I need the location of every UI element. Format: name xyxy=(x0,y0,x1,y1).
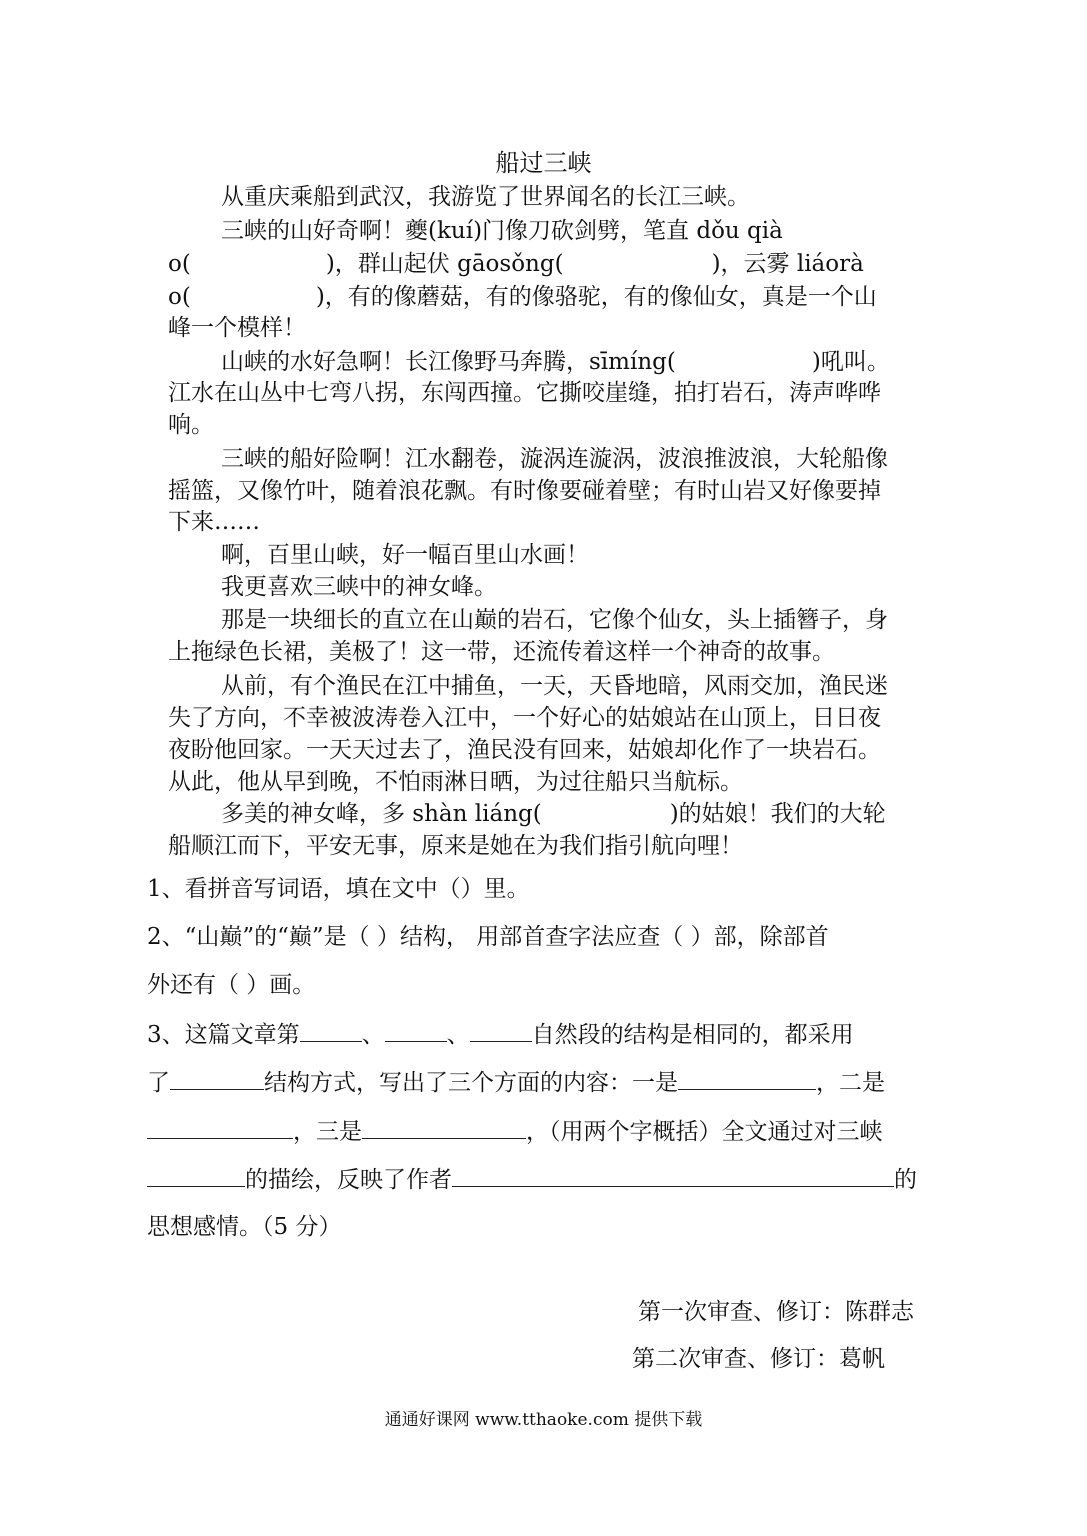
paragraph-4-line-3: 下来…… xyxy=(168,509,260,535)
page-title: 船过三峡 xyxy=(495,149,592,177)
paragraph-2-line-4: 峰一个模样！ xyxy=(168,315,306,341)
paragraph-8-line-4: 从此，他从早到晚，不怕雨淋日晒，为过往船只当航标。 xyxy=(168,769,743,795)
paragraph-8-line-1: 从前，有个渔民在江中捕鱼，一天，天昏地暗，风雨交加，渔民迷 xyxy=(221,673,888,699)
text-segment: )吼叫。 xyxy=(811,349,890,375)
paragraph-2-line-2 xyxy=(168,249,864,279)
question-3-line-4 xyxy=(147,1164,917,1195)
first-review-signature: 第一次审查、修订：陈群志 xyxy=(638,1299,914,1325)
paragraph-8-line-2: 失了方向，不幸被波涛卷入江中，一个好心的姑娘站在山顶上，日日夜 xyxy=(168,705,881,731)
text-segment: o( xyxy=(168,251,191,277)
text-segment: 3、这篇文章第 xyxy=(147,1022,300,1048)
paragraph-8-line-3: 夜盼他回家。一天天过去了，渔民没有回来，姑娘却化作了一块岩石。 xyxy=(168,737,881,763)
answer-underline[interactable] xyxy=(470,1019,532,1042)
question-2-line-2: 外还有（ ）画。 xyxy=(147,972,316,998)
text-segment: ，（用两个字概括）全文通过对三峡 xyxy=(526,1119,883,1145)
paragraph-9-line-2: 船顺江而下，平安无事，原来是她在为我们指引航向哩！ xyxy=(168,833,743,859)
text-segment: 多美的神女峰，多 shàn liáng( xyxy=(221,801,542,827)
paragraph-5: 啊，百里山峡，好一幅百里山水画！ xyxy=(221,542,589,568)
question-2-line-1: 2、“山巅”的“巅”是（ ）结构， 用部首查字法应查（ ）部，除部首 xyxy=(147,924,829,950)
answer-underline[interactable] xyxy=(147,1164,245,1187)
paragraph-7-line-2: 上拖绿色长裙，美极了！这一带，还流传着这样一个神奇的故事。 xyxy=(168,639,835,665)
answer-underline[interactable] xyxy=(678,1067,816,1090)
text-segment: 、 xyxy=(446,1022,470,1048)
text-segment: )，有的像蘑菇，有的像骆驼，有的像仙女，真是一个山 xyxy=(315,284,877,310)
answer-underline[interactable] xyxy=(147,1116,293,1139)
paragraph-6: 我更喜欢三峡中的神女峰。 xyxy=(221,574,497,600)
question-1: 1、看拼音写词语，填在文中（）里。 xyxy=(147,876,530,902)
paragraph-3-line-2: 江水在山丛中七弯八拐，东闯西撞。它撕咬崖缝，拍打岩石，涛声哗哗 xyxy=(168,380,881,406)
footer-source: 通通好课网 www.tthaoke.com 提供下载 xyxy=(384,1410,703,1430)
question-3-line-2 xyxy=(147,1067,885,1098)
paragraph-3-line-3: 响。 xyxy=(168,412,214,438)
paragraph-2-line-1: 三峡的山好奇啊！夔(kuí)门像刀砍剑劈，笔直 dǒu qià xyxy=(221,218,783,244)
paragraph-4-line-1: 三峡的船好险啊！江水翻卷，漩涡连漩涡，波浪推波浪，大轮船像 xyxy=(221,446,888,472)
text-segment: ，三是 xyxy=(293,1119,362,1145)
paragraph-7-line-1: 那是一块细长的直立在山巅的岩石，它像个仙女，头上插簪子，身 xyxy=(221,607,888,633)
paragraph-3-line-1 xyxy=(221,347,890,377)
text-segment: 山峡的水好急啊！长江像野马奔腾，sīmíng( xyxy=(221,349,676,375)
text-segment: 的描绘，反映了作者 xyxy=(245,1167,452,1193)
question-3-line-1 xyxy=(147,1019,854,1050)
text-segment: o( xyxy=(168,284,191,310)
text-segment: ，二是 xyxy=(816,1070,885,1096)
question-3-line-5: 思想感情。（5 分） xyxy=(147,1214,342,1240)
text-segment: 了 xyxy=(147,1070,170,1096)
text-segment: )，群山起伏 gāosǒng( xyxy=(325,251,564,277)
answer-underline[interactable] xyxy=(452,1164,894,1187)
text-segment: 、 xyxy=(361,1022,385,1048)
second-review-signature: 第二次审查、修订：葛帆 xyxy=(632,1346,885,1372)
text-segment: 的 xyxy=(894,1167,917,1193)
answer-underline[interactable] xyxy=(170,1067,264,1090)
text-segment: 结构方式，写出了三个方面的内容：一是 xyxy=(264,1070,678,1096)
paragraph-2-line-3 xyxy=(168,282,877,312)
text-segment: )的姑娘！我们的大轮 xyxy=(669,801,886,827)
paragraph-9-line-1 xyxy=(221,799,886,829)
text-segment: 自然段的结构是相同的，都采用 xyxy=(531,1022,854,1048)
text-segment: )，云雾 liáorà xyxy=(711,251,864,277)
answer-underline[interactable] xyxy=(300,1019,362,1042)
answer-underline[interactable] xyxy=(362,1116,526,1139)
paragraph-1: 从重庆乘船到武汉，我游览了世界闻名的长江三峡。 xyxy=(221,184,750,210)
question-3-line-3 xyxy=(147,1116,883,1147)
answer-underline[interactable] xyxy=(385,1019,447,1042)
paragraph-4-line-2: 摇篮，又像竹叶，随着浪花飘。有时像要碰着壁；有时山岩又好像要掉 xyxy=(168,478,881,504)
